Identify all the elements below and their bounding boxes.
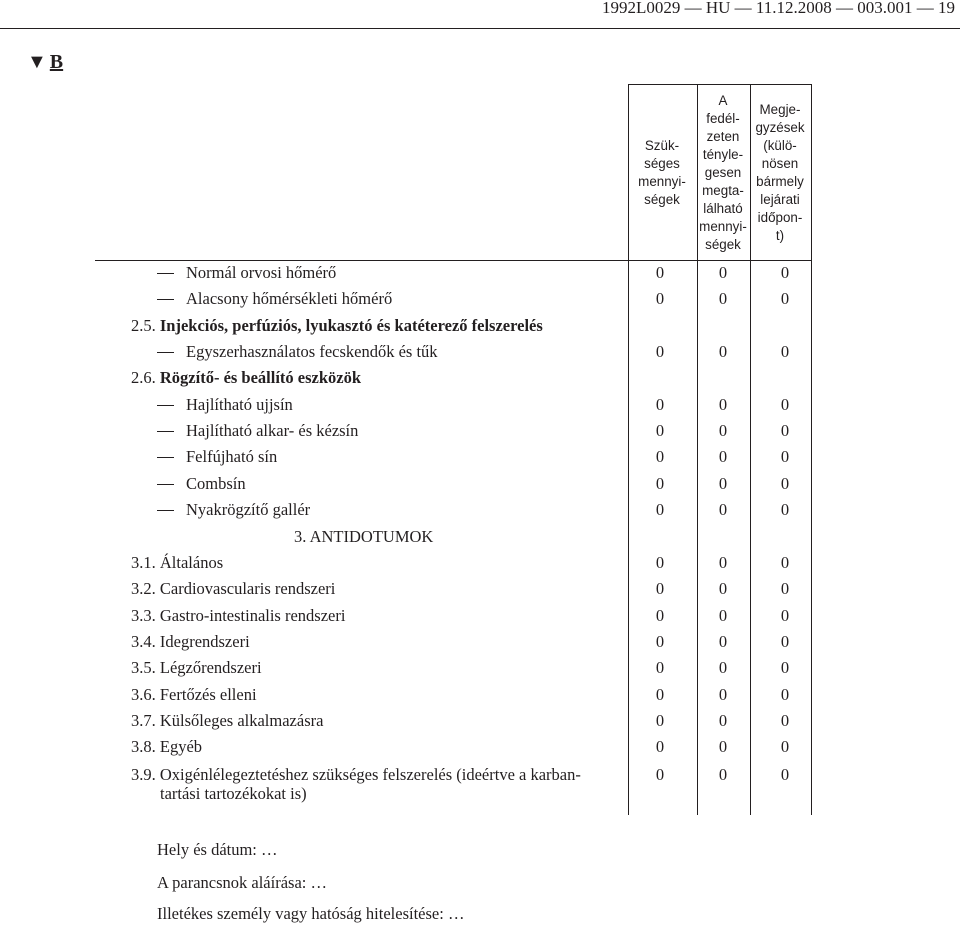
header-top-rule <box>628 84 811 85</box>
signature-line: Hely és dátum: … <box>157 840 278 859</box>
table-row <box>0 734 960 760</box>
value-cell: 0 <box>780 552 790 572</box>
column-header-line: lejárati <box>760 192 800 207</box>
value-cell: 0 <box>655 684 665 704</box>
column-header-line: (külö- <box>763 138 797 153</box>
value-cell: 0 <box>655 473 665 493</box>
row-label-line-1: 3.9. Oxigénlélegeztetéshez szükséges felszerelés (ideértve a karban- <box>131 764 581 784</box>
value-cell: 0 <box>655 552 665 572</box>
row-label: Hajlítható alkar- és kézsín <box>186 421 359 441</box>
row-label: 3.2. Cardiovascularis rendszeri <box>131 579 336 599</box>
column-header <box>632 137 692 209</box>
column-header-line: ségek <box>705 237 741 252</box>
column-header-line: gesen <box>704 165 742 180</box>
value-cell: 0 <box>655 605 665 625</box>
signature-line: Illetékes személy vagy hatóság hitelesítése: … <box>157 904 465 923</box>
amendment-marker <box>27 51 63 74</box>
column-header-line: tényle- <box>702 147 744 162</box>
dash-marker <box>157 405 174 406</box>
value-cell: 0 <box>780 421 790 441</box>
value-cell: 0 <box>718 342 728 362</box>
column-header-line: mennyi- <box>638 174 686 189</box>
column-header-line: időpon- <box>757 210 803 225</box>
value-cell: 0 <box>718 684 728 704</box>
row-label: 3. ANTIDOTUMOK <box>294 526 434 546</box>
row-label: Felfújható sín <box>186 447 278 467</box>
value-cell: 0 <box>718 421 728 441</box>
table-row <box>0 576 960 602</box>
value-cell: 0 <box>718 737 728 757</box>
row-label: 3.7. Külsőleges alkalmazásra <box>131 710 324 730</box>
row-label: Normál orvosi hőmérő <box>186 263 337 282</box>
column-header-line: megta- <box>702 183 744 198</box>
column-header-line: ségek <box>644 192 680 207</box>
dash-marker <box>157 510 174 511</box>
row-label: 3.1. Általános <box>131 552 224 572</box>
row-label: Alacsony hőmérsékleti hőmérő <box>186 289 393 309</box>
value-cell: 0 <box>780 342 790 362</box>
value-cell: 0 <box>655 710 665 730</box>
value-cell: 0 <box>718 289 728 309</box>
value-cell: 0 <box>655 579 665 599</box>
value-cell: 0 <box>655 394 665 414</box>
section-number: 2.5. <box>131 315 160 335</box>
value-cell: 0 <box>655 737 665 757</box>
table-row <box>0 260 960 286</box>
row-label-line-2: tartási tartozékokat is) <box>160 783 307 803</box>
section-title: Injekciós, perfúziós, lyukasztó és katéterező felszerelés <box>159 315 543 335</box>
table-row <box>0 418 960 444</box>
value-cell: 0 <box>780 737 790 757</box>
value-cell: 0 <box>655 764 665 784</box>
value-cell: 0 <box>718 263 728 282</box>
row-label: 3.3. Gastro-intestinalis rendszeri <box>131 605 346 625</box>
section-title: Rögzítő- és beállító eszközök <box>159 368 362 388</box>
row-label <box>131 365 361 391</box>
row-label: 3.8. Egyéb <box>131 737 203 757</box>
value-cell: 0 <box>780 500 790 520</box>
value-cell: 0 <box>780 394 790 414</box>
table-row <box>0 392 960 418</box>
value-cell: 0 <box>780 289 790 309</box>
column-header <box>693 92 753 254</box>
dash-marker <box>157 273 174 274</box>
table-row <box>0 550 960 576</box>
row-label: Nyakrögzítő gallér <box>186 500 311 520</box>
value-cell: 0 <box>718 658 728 678</box>
table-row <box>0 339 960 365</box>
signature-line: A parancsnok aláírása: … <box>157 873 327 892</box>
column-header <box>750 101 810 245</box>
column-header-line: gyzések <box>755 120 805 135</box>
column-header-line: Megje- <box>759 102 801 117</box>
value-cell: 0 <box>655 500 665 520</box>
column-header-line: séges <box>644 156 680 171</box>
table-row <box>0 655 960 681</box>
dash-marker <box>157 457 174 458</box>
table-row <box>0 497 960 523</box>
table-row <box>0 471 960 497</box>
column-header-line: mennyi- <box>699 219 747 234</box>
column-header-line: A <box>718 93 728 108</box>
value-cell: 0 <box>780 710 790 730</box>
dash-marker <box>157 484 174 485</box>
value-cell: 0 <box>780 447 790 467</box>
value-cell: 0 <box>780 658 790 678</box>
table-row <box>0 313 960 339</box>
row-label: 3.4. Idegrendszeri <box>131 631 250 651</box>
value-cell: 0 <box>655 447 665 467</box>
column-header-line: nösen <box>761 156 799 171</box>
value-cell: 0 <box>718 447 728 467</box>
row-label: 3.5. Légzőrendszeri <box>131 658 262 678</box>
value-cell: 0 <box>780 684 790 704</box>
table-row <box>0 444 960 470</box>
column-header-line: fedél- <box>706 111 740 126</box>
table-row <box>0 365 960 391</box>
value-cell: 0 <box>718 500 728 520</box>
value-cell: 0 <box>718 473 728 493</box>
value-cell: 0 <box>780 579 790 599</box>
table-row <box>0 708 960 734</box>
row-label: Hajlítható ujjsín <box>186 394 293 414</box>
column-header-line: t) <box>775 228 785 243</box>
amendment-letter: B <box>49 51 64 73</box>
column-header-line: zeten <box>706 129 740 144</box>
table-row <box>0 603 960 629</box>
value-cell: 0 <box>780 631 790 651</box>
row-label: Egyszerhasználatos fecskendők és tűk <box>186 342 438 362</box>
column-header-line: lálható <box>703 201 743 216</box>
row-label <box>131 313 543 339</box>
value-cell: 0 <box>718 605 728 625</box>
value-cell: 0 <box>655 263 665 282</box>
value-cell: 0 <box>655 658 665 678</box>
document-reference: 1992L0029 — HU — 11.12.2008 — 003.001 — 19 <box>601 0 955 17</box>
value-cell: 0 <box>780 605 790 625</box>
row-label: Combsín <box>186 473 246 493</box>
table-row <box>0 524 960 550</box>
value-cell: 0 <box>718 764 728 784</box>
value-cell: 0 <box>780 764 790 784</box>
table-row <box>0 286 960 312</box>
column-header-line: bármely <box>756 174 804 189</box>
table-row <box>0 629 960 655</box>
value-cell: 0 <box>780 473 790 493</box>
value-cell: 0 <box>718 710 728 730</box>
value-cell: 0 <box>718 631 728 651</box>
triangle-down-icon: ▼ <box>27 51 47 73</box>
value-cell: 0 <box>655 631 665 651</box>
dash-marker <box>157 299 174 300</box>
row-label: 3.6. Fertőzés elleni <box>131 684 257 704</box>
value-cell: 0 <box>655 342 665 362</box>
value-cell: 0 <box>718 579 728 599</box>
value-cell: 0 <box>655 289 665 309</box>
dash-marker <box>157 352 174 353</box>
value-cell: 0 <box>718 552 728 572</box>
value-cell: 0 <box>780 263 790 282</box>
table-row <box>0 682 960 708</box>
section-number: 2.6. <box>131 368 160 388</box>
page-header <box>0 0 960 29</box>
value-cell: 0 <box>718 394 728 414</box>
dash-marker <box>157 431 174 432</box>
value-cell: 0 <box>655 421 665 441</box>
column-header-line: Szük- <box>644 138 680 153</box>
